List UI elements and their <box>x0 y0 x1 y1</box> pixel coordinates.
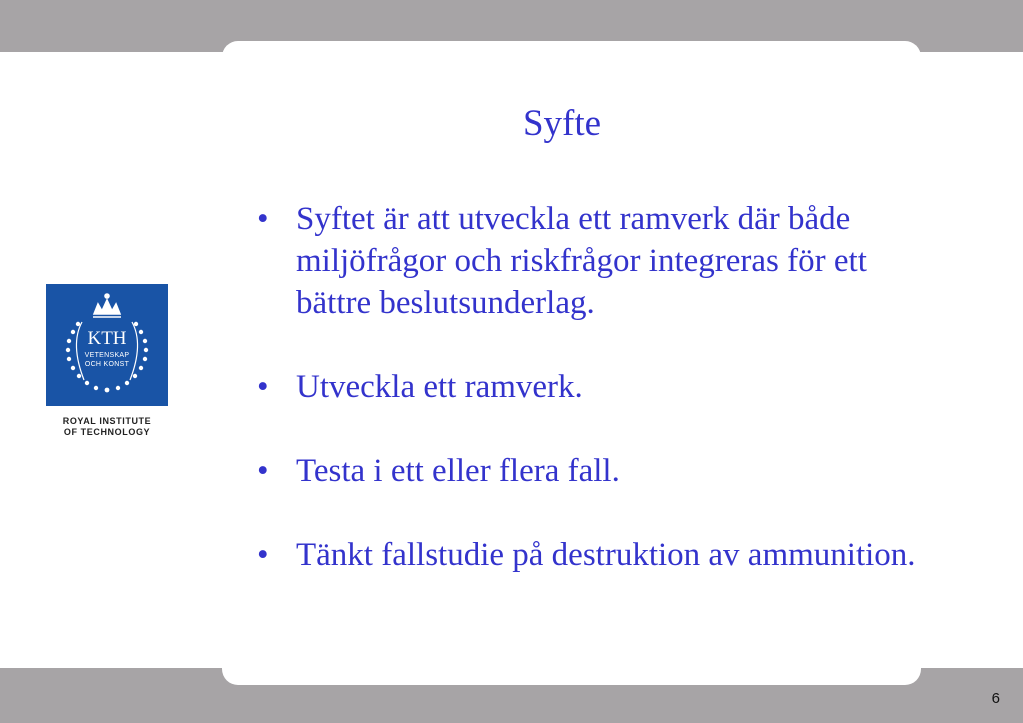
bullet-list <box>253 198 918 618</box>
logo-monogram: KTH <box>87 328 127 349</box>
logo-motto-line1: VETENSKAP <box>84 352 130 359</box>
logo-motto-line2: OCH KONST <box>84 361 130 368</box>
bullet-marker: • <box>257 537 269 573</box>
bullet-text: Testa i ett eller flera fall. <box>296 453 620 489</box>
bullet-marker: • <box>257 201 269 237</box>
bullet-text: Syftet är att utveckla ett ramverk där både miljöfrågor och riskfrågor integreras för ett bättre beslutsunderlag. <box>296 201 867 321</box>
bullet-item <box>253 198 918 324</box>
logo-caption-line2: OF TECHNOLOGY <box>63 427 151 437</box>
bullet-item <box>253 450 918 492</box>
logo-caption <box>40 416 174 438</box>
bullet-marker: • <box>257 453 269 489</box>
bullet-marker: • <box>257 369 269 405</box>
slide-title: Syfte <box>522 103 602 144</box>
bullet-text: Tänkt fallstudie på destruktion av ammunition. <box>296 537 916 573</box>
logo-caption-line1: ROYAL INSTITUTE <box>62 416 152 426</box>
kth-logo <box>46 284 168 406</box>
bullet-text: Utveckla ett ramverk. <box>296 369 583 405</box>
page-number: 6 <box>991 690 1000 707</box>
bullet-item <box>253 366 918 408</box>
bullet-item <box>253 534 918 576</box>
